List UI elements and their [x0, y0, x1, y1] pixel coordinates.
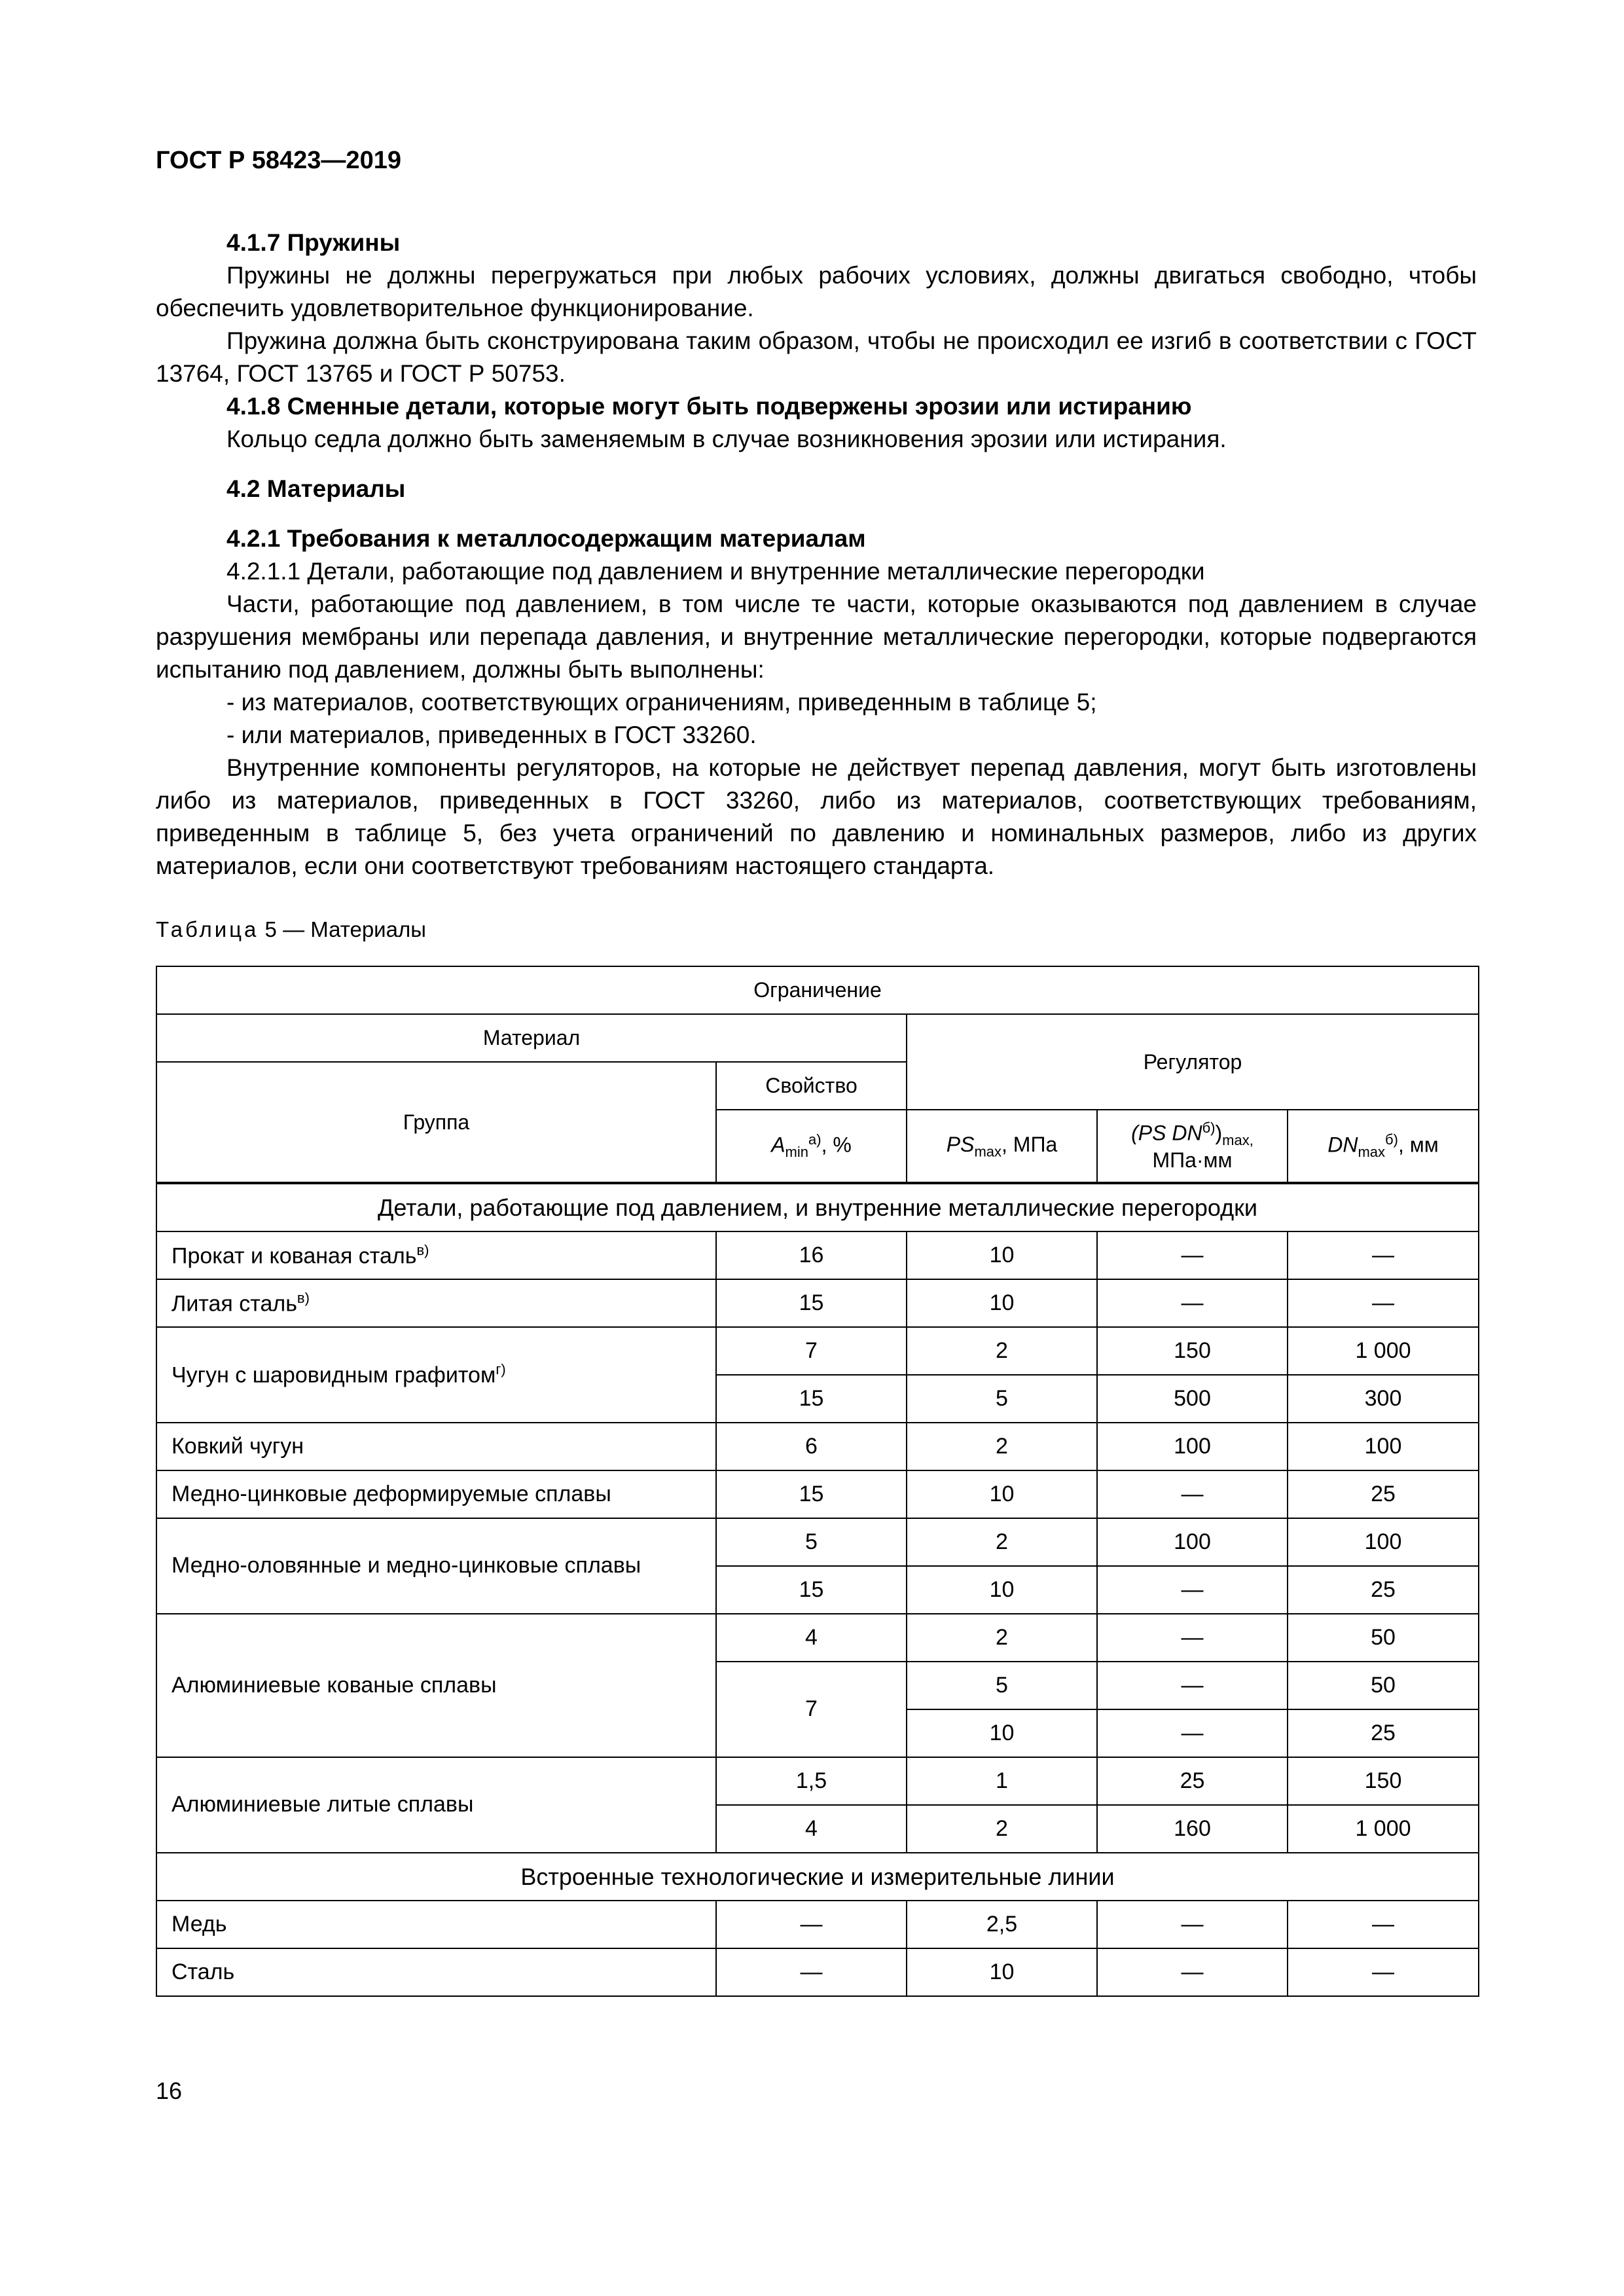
page-number: 16 [156, 2077, 183, 2104]
cell-dn: — [1288, 1231, 1479, 1279]
cell-psdn: — [1097, 1614, 1288, 1662]
cell-psdn: — [1097, 1470, 1288, 1518]
table-row [156, 1757, 1479, 1805]
cell-amin: 7 [716, 1327, 907, 1375]
cell-dn: 50 [1288, 1614, 1479, 1662]
cell-psdn: — [1097, 1231, 1288, 1279]
cell-amin: 15 [716, 1279, 907, 1327]
section-process-lines: Встроенные технологические и измерительные линии [156, 1853, 1479, 1901]
cell-psdn: — [1097, 1662, 1288, 1709]
cell-group: Медь [156, 1901, 716, 1948]
cell-dn: 100 [1288, 1423, 1479, 1470]
cell-psdn: 25 [1097, 1757, 1288, 1805]
cell-ps: 2 [907, 1614, 1097, 1662]
table-row [156, 1231, 1479, 1279]
header-material: Материал [156, 1014, 907, 1062]
document-header: ГОСТ Р 58423—2019 [156, 147, 401, 174]
table-row [156, 1279, 1479, 1327]
header-property: Свойство [716, 1062, 907, 1110]
table-row [156, 1901, 1479, 1948]
cell-group: Чугун с шаровидным графитом$^{г)}$ [156, 1327, 716, 1423]
cell-ps: 5 [907, 1662, 1097, 1709]
cell-ps: 2,5 [907, 1901, 1097, 1948]
cell-amin: 7 [716, 1662, 907, 1757]
list-item-table-5: - из материалов, соответствующих ограничениям, приведенным в таблице 5; [226, 689, 1097, 716]
cell-psdn: — [1097, 1709, 1288, 1757]
table-caption-title: 5 — Материалы [259, 917, 426, 941]
cell-dn: — [1288, 1948, 1479, 1996]
document-body [156, 227, 1477, 943]
cell-ps: 5 [907, 1375, 1097, 1423]
cell-ps: 10 [907, 1231, 1097, 1279]
cell-ps: 10 [907, 1566, 1097, 1614]
cell-ps: 2 [907, 1518, 1097, 1566]
paragraph-internal-components: Внутренние компоненты регуляторов, на которые не действует перепад давления, могут быть изготовлены либо из материалов, приведенных в ГОСТ 33260, либо из материалов, соответствующих требованиям, приведенным в таблице 5, без учета ограничений по давлению и номинальных размеров, либо из других материалов, если они соответствуют требованиям настоящего стандарта. [156, 754, 1477, 879]
cell-dn: 300 [1288, 1375, 1479, 1423]
cell-dn: 1 000 [1288, 1327, 1479, 1375]
cell-ps: 2 [907, 1423, 1097, 1470]
cell-amin: 6 [716, 1423, 907, 1470]
cell-ps: 10 [907, 1948, 1097, 1996]
table-row [156, 1423, 1479, 1470]
cell-dn: — [1288, 1901, 1479, 1948]
table-caption [156, 917, 1477, 943]
heading-4-2: 4.2 Материалы [226, 475, 406, 502]
cell-amin: — [716, 1948, 907, 1996]
heading-4-1-7: 4.1.7 Пружины [226, 229, 401, 256]
paragraph-4-2-1-1: 4.2.1.1 Детали, работающие под давлением и внутренние металлические перегородки [226, 558, 1205, 585]
cell-dn: 150 [1288, 1757, 1479, 1805]
cell-ps: 2 [907, 1327, 1097, 1375]
cell-group: Ковкий чугун [156, 1423, 716, 1470]
section-pressure-parts: Детали, работающие под давлением, и внутренние металлические перегородки [156, 1183, 1479, 1231]
cell-dn: — [1288, 1279, 1479, 1327]
cell-amin: 4 [716, 1614, 907, 1662]
cell-dn: 25 [1288, 1566, 1479, 1614]
cell-psdn: 160 [1097, 1805, 1288, 1853]
cell-psdn: 100 [1097, 1518, 1288, 1566]
header-dn-max: $DN_{max}^{б)}$, мм [1288, 1110, 1479, 1183]
paragraph-seat-ring: Кольцо седла должно быть заменяемым в случае возникновения эрозии или истирания. [226, 426, 1227, 452]
header-regulator: Регулятор [907, 1014, 1479, 1110]
cell-dn: 25 [1288, 1709, 1479, 1757]
materials-table [156, 966, 1479, 1997]
cell-ps: 10 [907, 1709, 1097, 1757]
header-amin: $A_{min}^{а)}$, % [716, 1110, 907, 1183]
table-section-row [156, 1183, 1479, 1231]
header-restriction: Ограничение [156, 966, 1479, 1014]
cell-group: Алюминиевые литые сплавы [156, 1757, 716, 1853]
cell-group: Прокат и кованая сталь$^{в)}$ [156, 1231, 716, 1279]
cell-psdn: — [1097, 1948, 1288, 1996]
cell-psdn: 150 [1097, 1327, 1288, 1375]
cell-amin: 4 [716, 1805, 907, 1853]
cell-amin: 15 [716, 1375, 907, 1423]
cell-ps: 1 [907, 1757, 1097, 1805]
cell-ps: 2 [907, 1805, 1097, 1853]
cell-dn: 50 [1288, 1662, 1479, 1709]
cell-group: Алюминиевые кованые сплавы [156, 1614, 716, 1757]
heading-4-2-1: 4.2.1 Требования к металлосодержащим материалам [226, 525, 866, 552]
cell-group: Медно-цинковые деформируемые сплавы [156, 1470, 716, 1518]
cell-ps: 10 [907, 1279, 1097, 1327]
cell-ps: 10 [907, 1470, 1097, 1518]
table-row [156, 1470, 1479, 1518]
heading-4-1-8: 4.1.8 Сменные детали, которые могут быть подвержены эрозии или истиранию [226, 393, 1192, 420]
paragraph-pressure-parts: Части, работающие под давлением, в том числе те части, которые оказываются под давлением в случае разрушения мембраны или перепада давления, и внутренние металлические перегородки, которые подвергаются испытанию под давлением, должны быть выполнены: [156, 591, 1477, 683]
paragraph-springs-load: Пружины не должны перегружаться при любых рабочих условиях, должны двигаться свободно, чтобы обеспечить удовлетворительное функционирование. [156, 262, 1477, 321]
table-row [156, 1948, 1479, 1996]
header-ps-dn-max: (PS $DN^{б)})_{max,}$ МПа·мм [1097, 1110, 1288, 1183]
table-header-row [156, 1014, 1479, 1062]
header-ps-max: $PS_{max}$, МПа [907, 1110, 1097, 1183]
cell-psdn: — [1097, 1901, 1288, 1948]
cell-group: Литая сталь$^{в)}$ [156, 1279, 716, 1327]
header-group: Группа [156, 1062, 716, 1183]
cell-dn: 25 [1288, 1470, 1479, 1518]
table-row [156, 1327, 1479, 1375]
cell-amin: 5 [716, 1518, 907, 1566]
table-section-row [156, 1853, 1479, 1901]
cell-amin: 16 [716, 1231, 907, 1279]
cell-psdn: — [1097, 1566, 1288, 1614]
cell-psdn: — [1097, 1279, 1288, 1327]
cell-group: Медно-оловянные и медно-цинковые сплавы [156, 1518, 716, 1614]
cell-group: Сталь [156, 1948, 716, 1996]
paragraph-springs-design: Пружина должна быть сконструирована таким образом, чтобы не происходил ее изгиб в соответствии с ГОСТ 13764, ГОСТ 13765 и ГОСТ Р 50753. [156, 327, 1477, 387]
cell-dn: 100 [1288, 1518, 1479, 1566]
table-header-row [156, 966, 1479, 1014]
cell-amin: 1,5 [716, 1757, 907, 1805]
table-row [156, 1614, 1479, 1662]
cell-psdn: 100 [1097, 1423, 1288, 1470]
list-item-gost-33260: - или материалов, приведенных в ГОСТ 33260. [226, 721, 757, 748]
table-row [156, 1518, 1479, 1566]
cell-dn: 1 000 [1288, 1805, 1479, 1853]
cell-amin: — [716, 1901, 907, 1948]
cell-amin: 15 [716, 1470, 907, 1518]
table-caption-prefix: Таблица [156, 917, 259, 941]
cell-amin: 15 [716, 1566, 907, 1614]
cell-psdn: 500 [1097, 1375, 1288, 1423]
